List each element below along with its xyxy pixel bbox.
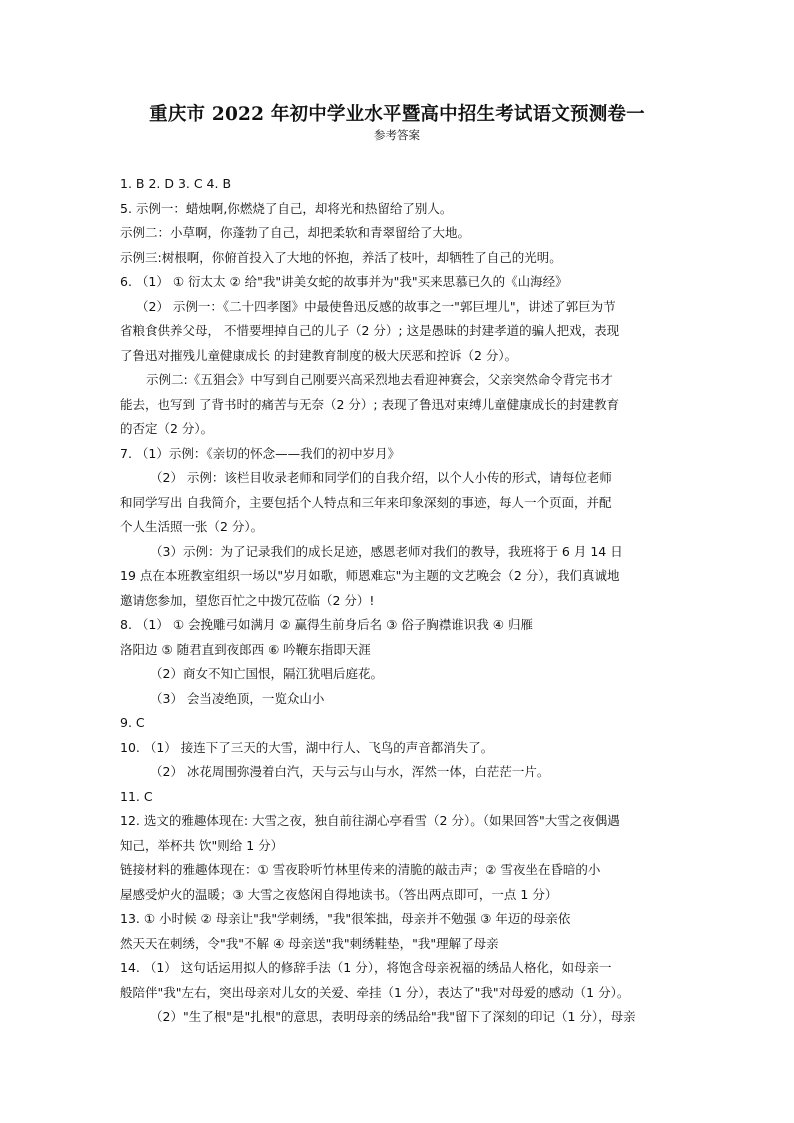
answer-line: 10. （1） 接连下了三天的大雪，湖中行人、飞鸟的声音都消失了。 [120, 739, 494, 755]
answer-line: 示例三:树根啊，你俯首投入了大地的怀抱，养活了枝叶，却牺牲了自己的光明。 [120, 249, 562, 265]
answer-body [120, 172, 680, 1030]
answer-line: （2） 冰花周围弥漫着白汽，天与云与山与水，浑然一体，白茫茫一片。 [150, 764, 550, 779]
answer-line: 5. 示例一：蜡烛啊,你燃烧了自己，却将光和热留给了别人。 [120, 200, 453, 216]
answer-line: 链接材料的雅趣体现在：① 雪夜聆听竹林里传来的清脆的敲击声；② 雪夜坐在昏暗的小 [120, 862, 601, 877]
answer-line: 示例二:《五猖会》中写到自己刚要兴高采烈地去看迎神赛会，父亲突然命令背完书才 [146, 372, 613, 387]
document-title: 重庆市 2022 年初中学业水平暨高中招生考试语文预测卷一 [149, 104, 645, 125]
answer-line: 13. ① 小时候 ② 母亲让"我"学刺绣，"我"很笨拙，母亲并不勉强 ③ 年迈的母亲依 [120, 911, 571, 926]
answer-line: （3）示例：为了记录我们的成长足迹，感恩老师对我们的教导，我班将于 6 月 14 日 [150, 543, 623, 559]
answer-line: 示例二：小草啊，你蓬勃了自己，却把柔软和青翠留给了大地。 [120, 225, 471, 240]
answer-line: 9. C [120, 715, 145, 730]
answer-line: 省粮食供养父母， 不惜要埋掉自己的儿子（2 分）; 这是愚昧的封建孝道的骗人把戏，表现 [120, 323, 620, 338]
answer-line: 邀请您参加，望您百忙之中拨冗莅临（2 分）! [120, 592, 375, 608]
answer-line: 了鲁迅对摧残儿童健康成长 的封建教育制度的极大厌恶和控诉（2 分）。 [120, 347, 518, 363]
answer-line: 能去，也写到 了背书时的痛苦与无奈（2 分）; 表现了鲁迅对束缚儿童健康成长的封建教育 [120, 396, 620, 412]
answer-line: 屋感受炉火的温暖；③ 大雪之夜悠闲自得地读书。（答出两点即可，一点 1 分） [120, 886, 558, 902]
answer-line: 个人生活照一张（2 分）。 [120, 519, 264, 534]
document-subtitle: 参考答案 [374, 128, 420, 142]
answer-line: 然天天在刺绣，令"我"不解 ④ 母亲送"我"刺绣鞋垫，"我"理解了母亲 [120, 935, 499, 951]
answer-line: 12. 选文的雅趣体现在: 大雪之夜，独自前往湖心亭看雪（2 分）。（如果回答"大雪之夜偶遇 [120, 813, 620, 828]
answer-line: （2）商女不知亡国恨，隔江犹唱后庭花。 [150, 666, 383, 681]
answer-line: 的否定（2 分）。 [120, 421, 214, 436]
answer-line: 14. （1） 这句话运用拟人的修辞手法（1 分），将饱含母亲祝福的绣品人格化，如母亲一 [120, 960, 612, 975]
answer-line: 般陪伴"我"左右，突出母亲对儿女的关爱、牵挂（1 分），表达了"我"对母爱的感动（1 分）。 [120, 984, 630, 1000]
answer-line: 11. C [120, 788, 153, 804]
answer-line: 和同学写出 自我简介，主要包括个人特点和三年来印象深刻的事迹，每人一个页面，并配 [120, 494, 612, 510]
answer-line: （2）"生了根"是"扎根"的意思，表明母亲的绣品给"我"留下了深刻的印记（1 分），母亲 [150, 1009, 636, 1024]
answer-line: （3） 会当凌绝顶，一览众山小 [150, 690, 325, 706]
answer-line: 洛阳边 ⑤ 随君直到夜郎西 ⑥ 吟鞭东指即天涯 [120, 641, 371, 657]
answer-line: （2） 示例：该栏目收录老师和同学们的自我介绍，以个人小传的形式，请每位老师 [150, 470, 612, 485]
answer-line: 19 点在本班教室组织一场以"岁月如歌，师恩难忘"为主题的文艺晚会（2 分），我们真诚地 [120, 568, 620, 583]
answer-line: （2） 示例一：《二十四孝图》中最使鲁迅反感的故事之一"郭巨埋儿"，讲述了郭巨为节 [136, 298, 616, 314]
answer-line: 1. B 2. D 3. C 4. B [120, 176, 232, 191]
answer-line: 7. （1）示例：《亲切的怀念——我们的初中岁月》 [120, 445, 401, 461]
answer-line: 8. （1） ① 会挽雕弓如满月 ② 赢得生前身后名 ③ 俗子胸襟谁识我 ④ 归雁 [120, 617, 533, 632]
answer-line: 6. （1） ① 衍太太 ② 给"我"讲美女蛇的故事并为"我"买来思慕已久的《山海经》 [120, 274, 568, 289]
answer-line: 知己，举杯共 饮"则给 1 分） [120, 837, 284, 853]
